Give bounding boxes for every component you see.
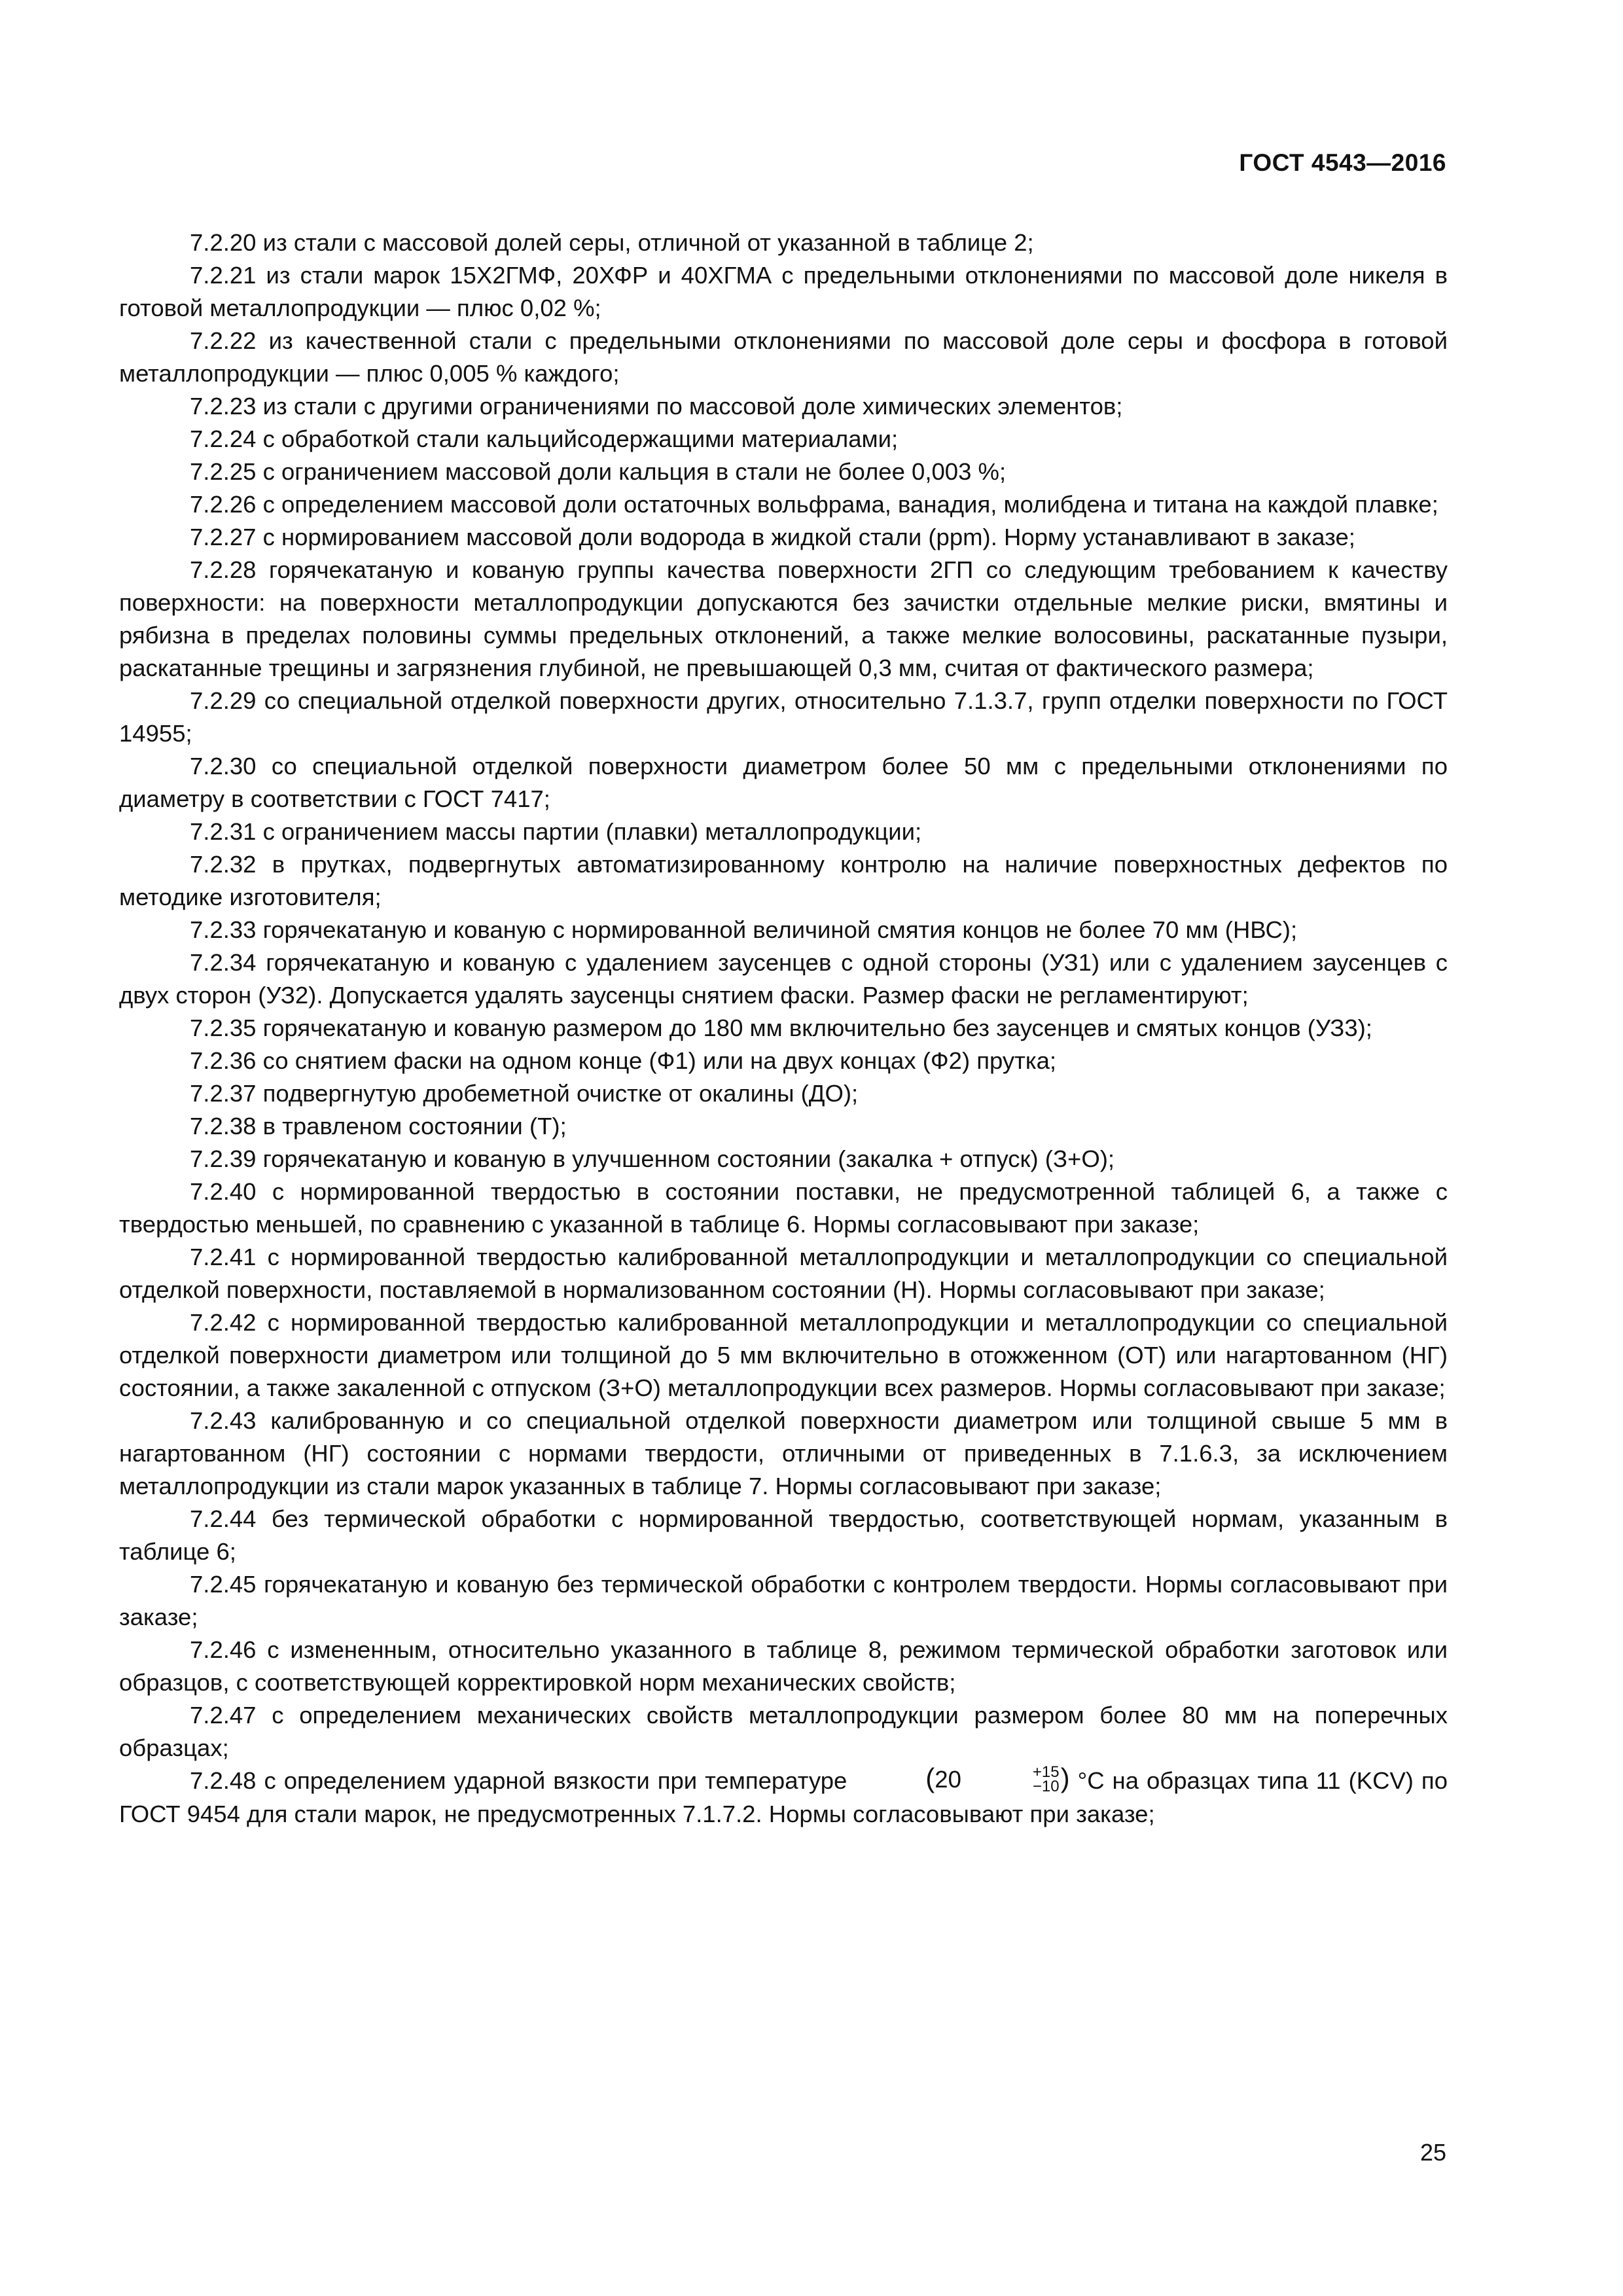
clause-7-2-34: 7.2.34 горячекатаную и кованую с удалением заусенцев с одной стороны (УЗ1) или с удалением заусенцев с двух сторон (УЗ2). Допускается удалять заусенцы снятием фаски. Размер фаски не регламентируют; <box>119 949 1448 1009</box>
close-paren: ) <box>1060 1762 1070 1793</box>
temperature-tolerance <box>855 1762 1070 1796</box>
clause-7-2-48-text-before: 7.2.48 с определением ударной вязкости при температуре <box>190 1767 855 1794</box>
temperature-base-value: 20 <box>935 1765 961 1793</box>
clause-7-2-35: 7.2.35 горячекатаную и кованую размером до 180 мм включительно без заусенцев и смятых концов (УЗ3); <box>190 1014 1372 1041</box>
clause-7-2-21: 7.2.21 из стали марок 15Х2ГМФ, 20ХФР и 40ХГМА с предельными отклонениями по массовой доле никеля в готовой металлопродукции — плюс 0,02 %; <box>119 262 1448 321</box>
clause-7-2-20: 7.2.20 из стали с массовой долей серы, отличной от указанной в таблице 2; <box>190 229 1034 256</box>
clause-7-2-48-text-after: °С на образцах типа 11 (KCV) по ГОСТ 9454 для стали марок, не предусмотренных 7.1.7.2. Нормы согласовывают при заказе; <box>119 1767 1448 1828</box>
page-header-standard-code: ГОСТ 4543—2016 <box>1239 149 1446 176</box>
clause-7-2-32: 7.2.32 в прутках, подвергнутых автоматизированному контролю на наличие поверхностных дефектов по методике изготовителя; <box>119 851 1448 910</box>
clause-7-2-33: 7.2.33 горячекатаную и кованую с нормированной величиной смятия концов не более 70 мм (НВС); <box>190 916 1298 943</box>
clause-7-2-26: 7.2.26 с определением массовой доли остаточных вольфрама, ванадия, молибдена и титана на каждой плавке; <box>190 491 1438 518</box>
clause-7-2-48 <box>119 1762 1448 1831</box>
clause-7-2-27: 7.2.27 с нормированием массовой доли водорода в жидкой стали (ppm). Норму устанавливают в заказе; <box>190 524 1355 550</box>
clause-7-2-23: 7.2.23 из стали с другими ограничениями по массовой доле химических элементов; <box>190 393 1123 420</box>
clause-7-2-38: 7.2.38 в травленом состоянии (Т); <box>190 1113 567 1139</box>
clause-7-2-45: 7.2.45 горячекатаную и кованую без термической обработки с контролем твердости. Нормы согласовывают при заказе; <box>119 1571 1448 1630</box>
clause-7-2-44: 7.2.44 без термической обработки с нормированной твердостью, соответствующей нормам, указанным в таблице 6; <box>119 1505 1448 1565</box>
clause-7-2-31: 7.2.31 с ограничением массы партии (плавки) металлопродукции; <box>190 818 922 845</box>
clause-7-2-29: 7.2.29 со специальной отделкой поверхности других, относительно 7.1.3.7, групп отделки поверхности по ГОСТ 14955; <box>119 687 1448 747</box>
clause-7-2-40: 7.2.40 с нормированной твердостью в состоянии поставки, не предусмотренной таблицей 6, а также с твердостью меньшей, по сравнению с указанной в таблице 6. Нормы согласовывают при заказе; <box>119 1178 1448 1238</box>
clause-7-2-30: 7.2.30 со специальной отделкой поверхности диаметром более 50 мм с предельными отклонениями по диаметру в соответствии с ГОСТ 7417; <box>119 753 1448 812</box>
clause-7-2-37: 7.2.37 подвергнутую дробеметной очистке от окалины (ДО); <box>190 1080 859 1107</box>
clause-7-2-28: 7.2.28 горячекатаную и кованую группы качества поверхности 2ГП со следующим требованием к качеству поверхности: на поверхности металлопродукции допускаются без зачистки отдельные мелкие риски, вмятины и рябизна в пределах половины суммы предельных отклонений, а также мелкие волосовины, раскатанные пузыри, раскатанные трещины и загрязнения глубиной, не превышающей 0,3 мм, считая от фактического размера; <box>119 556 1448 681</box>
clause-7-2-42: 7.2.42 с нормированной твердостью калиброванной металлопродукции и металлопродукции со специальной отделкой поверхности диаметром или толщиной до 5 мм включительно в отожженном (ОТ) или нагартованном (НГ) состоянии, а также закаленной с отпуском (З+О) металлопродукции всех размеров. Нормы согласовывают при заказе; <box>119 1309 1448 1401</box>
document-body <box>119 226 1448 1831</box>
clause-7-2-41: 7.2.41 с нормированной твердостью калиброванной металлопродукции и металлопродукции со специальной отделкой поверхности, поставляемой в нормализованном состоянии (Н). Нормы согласовывают при заказе; <box>119 1244 1448 1303</box>
clause-7-2-36: 7.2.36 со снятием фаски на одном конце (Ф1) или на двух концах (Ф2) прутка; <box>190 1047 1057 1074</box>
clause-7-2-47: 7.2.47 с определением механических свойств металлопродукции размером более 80 мм на поперечных образцах; <box>119 1702 1448 1761</box>
clause-7-2-39: 7.2.39 горячекатаную и кованую в улучшенном состоянии (закалка + отпуск) (З+О); <box>190 1145 1115 1172</box>
open-paren: ( <box>925 1762 935 1793</box>
page-number: 25 <box>1419 2139 1446 2166</box>
clause-7-2-25: 7.2.25 с ограничением массовой доли кальция в стали не более 0,003 %; <box>190 458 1007 485</box>
temperature-lower-tolerance: −10 <box>1032 1778 1060 1796</box>
clause-7-2-43: 7.2.43 калиброванную и со специальной отделкой поверхности диаметром или толщиной свыше 5 мм в нагартованном (НГ) состоянии с нормами твердости, отличными от приведенных в 7.1.6.3, за исключением металлопродукции из стали марок указанных в таблице 7. Нормы согласовывают при заказе; <box>119 1407 1448 1499</box>
temperature-upper-tolerance: +15 <box>1032 1763 1060 1782</box>
temperature-tolerance-limits <box>962 1765 1060 1794</box>
clause-7-2-22: 7.2.22 из качественной стали с предельными отклонениями по массовой доле серы и фосфора в готовой металлопродукции — плюс 0,005 % каждого; <box>119 327 1448 387</box>
clause-7-2-46: 7.2.46 с измененным, относительно указанного в таблице 8, режимом термической обработки заготовок или образцов, с соответствующей корректировкой норм механических свойств; <box>119 1636 1448 1696</box>
clause-7-2-24: 7.2.24 с обработкой стали кальцийсодержащими материалами; <box>190 425 899 452</box>
